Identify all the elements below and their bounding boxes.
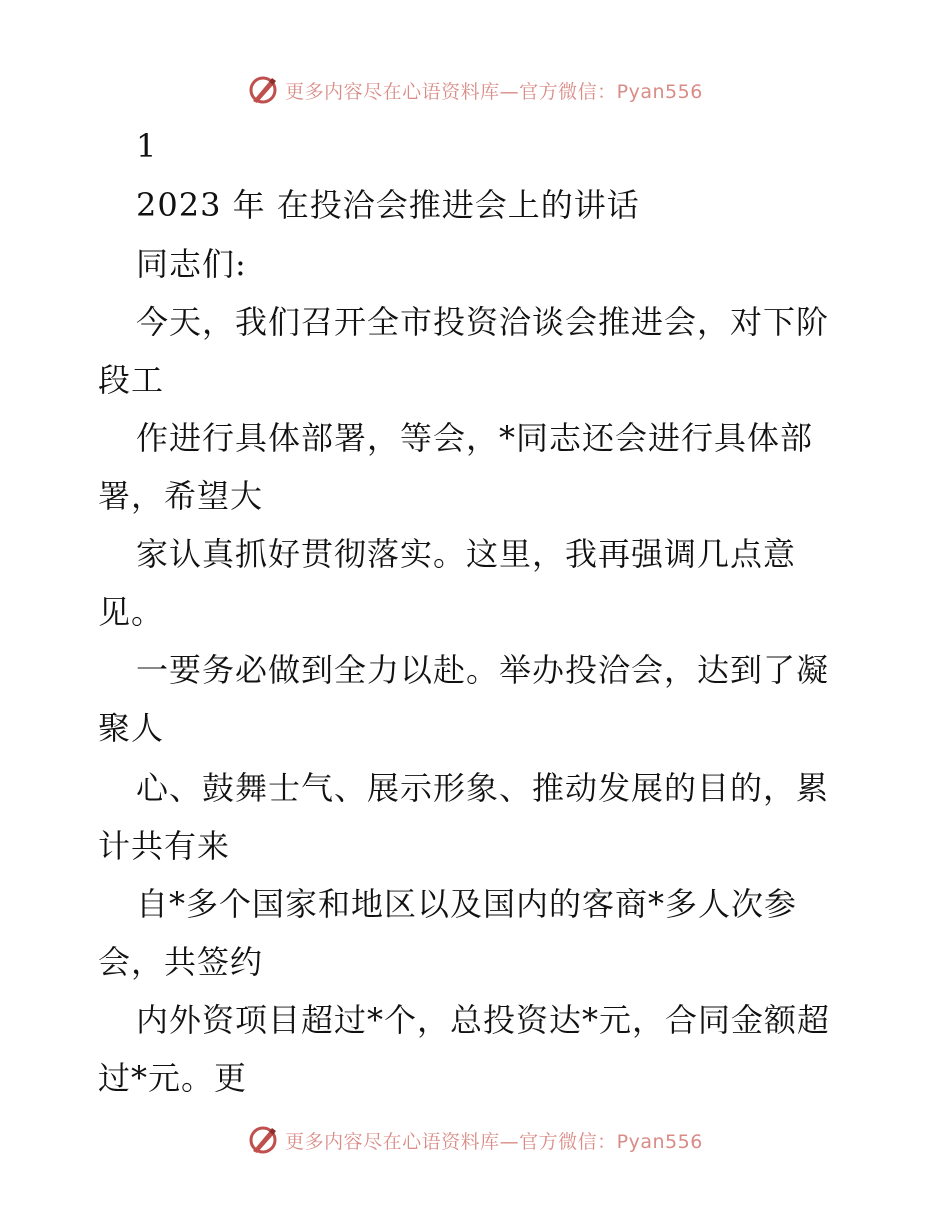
text-line: 计共有来	[98, 827, 231, 865]
text-line: 见。	[98, 593, 165, 631]
pen-circle-logo-icon	[247, 74, 279, 106]
text-line: 过*元。更	[98, 1059, 248, 1097]
text-line: 内外资项目超过*个，总投资达*元，合同金额超	[136, 1001, 831, 1039]
text-line: 同志们:	[136, 245, 247, 283]
text-line: 作进行具体部署，等会，*同志还会进行具体部	[136, 419, 814, 457]
text-line: 署，希望大	[98, 477, 264, 515]
document-title: 2023 年 在投洽会推进会上的讲话	[136, 186, 640, 224]
footer-banner	[0, 1120, 950, 1160]
header-banner	[0, 70, 950, 110]
text-line: 心、鼓舞士气、展示形象、推动发展的目的，累	[136, 769, 830, 807]
pen-circle-logo-icon	[247, 1124, 279, 1156]
text-line: 段工	[98, 361, 165, 399]
banner-text: 更多内容尽在心语资料库—官方微信：Pyan556	[285, 1130, 703, 1153]
banner-text: 更多内容尽在心语资料库—官方微信：Pyan556	[285, 80, 703, 103]
page-number: 1	[136, 127, 158, 165]
text-line: 会，共签约	[98, 943, 264, 981]
text-line: 聚人	[98, 709, 165, 747]
text-line: 自*多个国家和地区以及国内的客商*多人次参	[136, 885, 798, 923]
text-line: 家认真抓好贯彻落实。这里，我再强调几点意	[136, 535, 797, 573]
text-line: 今天，我们召开全市投资洽谈会推进会，对下阶	[136, 303, 830, 341]
text-line: 一要务必做到全力以赴。举办投洽会，达到了凝	[136, 651, 830, 689]
